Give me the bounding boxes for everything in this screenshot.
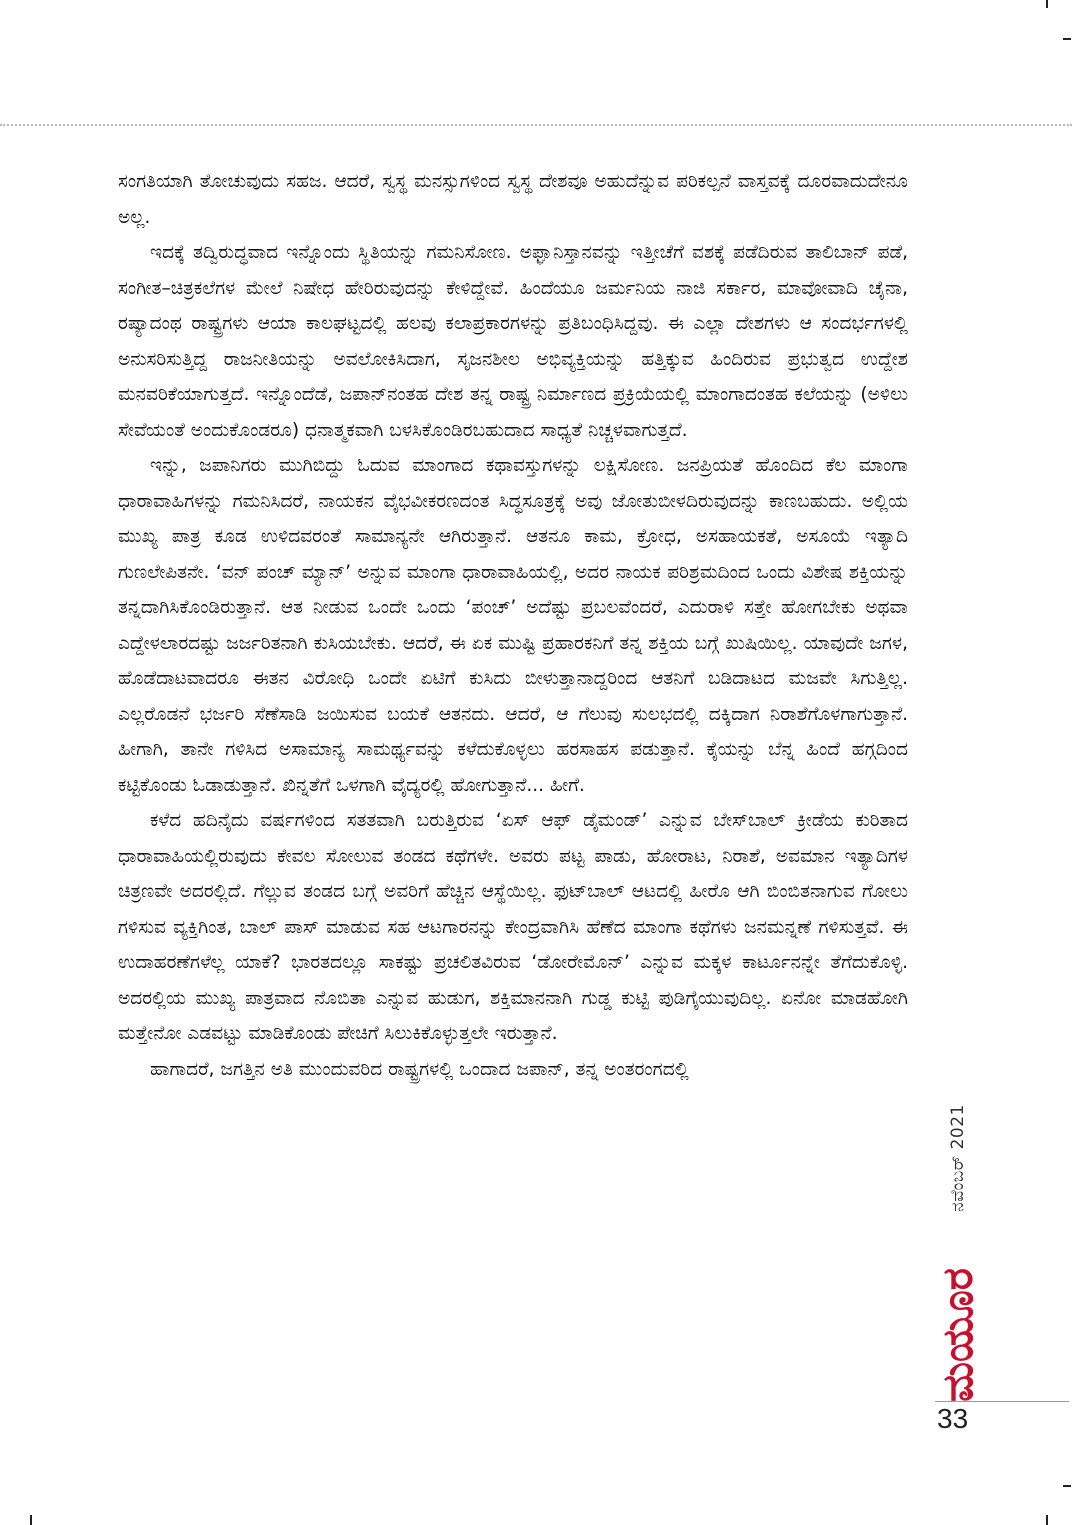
article-paragraph: ಇನ್ನು, ಜಪಾನಿಗರು ಮುಗಿಬಿದ್ದು ಓದುವ ಮಾಂಗಾದ ಕಥಾವಸ್ತುಗಳನ್ನು ಲಕ್ಷಿಸೋಣ. ಜನಪ್ರಿಯತೆ ಹೊಂದಿದ ಕೆಲ ಮಾಂಗಾ ಧಾರಾವಾಹಿಗಳನ್ನು ಗಮನಿಸಿದರೆ, ನಾಯಕನ ವೈಭವೀಕರಣದಂತ ಸಿದ್ಧಸೂತ್ರಕ್ಕೆ ಅವು ಜೋತುಬೀಳದಿರುವುದನ್ನು ಕಾಣಬಹುದು. ಅಲ್ಲಿಯ ಮುಖ್ಯ ಪಾತ್ರ ಕೂಡ ಉಳಿದವರಂತೆ ಸಾಮಾನ್ಯನೇ ಆಗಿರುತ್ತಾನೆ. ಆತನೂ ಕಾಮ, ಕ್ರೋಧ, ಅಸಹಾಯಕತೆ, ಅಸೂಯೆ ಇತ್ಯಾದಿ ಗುಣಲೇಪಿತನೇ. ‘ವನ್ ಪಂಚ್ ಮ್ಯಾನ್’ ಅನ್ನುವ ಮಾಂಗಾ ಧಾರಾವಾಹಿಯಲ್ಲಿ, ಅದರ ನಾಯಕ ಪರಿಶ್ರಮದಿಂದ ಒಂದು ವಿಶೇಷ ಶಕ್ತಿಯನ್ನು ತನ್ನದಾಗಿಸಿಕೊಂಡಿರುತ್ತಾನೆ. ಆತ ನೀಡುವ ಒಂದೇ ಒಂದು ‘ಪಂಚ್’ ಅದೆಷ್ಟು ಪ್ರಬಲವೆಂದರೆ, ಎದುರಾಳಿ ಸತ್ತೇ ಹೋಗಬೇಕು ಅಥವಾ ಎದ್ದೇಳಲಾರದಷ್ಟು ಜರ್ಜರಿತನಾಗಿ ಕುಸಿಯಬೇಕು. ಆದರೆ, ಈ ಏಕ ಮುಷ್ಟಿ ಪ್ರಹಾರಕನಿಗೆ ತನ್ನ ಶಕ್ತಿಯ ಬಗ್ಗೆ ಖುಷಿಯಿಲ್ಲ. ಯಾವುದೇ ಜಗಳ, ಹೊಡೆದಾಟವಾದರೂ ಈತನ ವಿರೋಧಿ ಒಂದೇ ಏಟಿಗೆ ಕುಸಿದು ಬೀಳುತ್ತಾನಾದ್ದರಿಂದ ಆತನಿಗೆ ಬಡಿದಾಟದ ಮಜವೇ ಸಿಗುತ್ತಿಲ್ಲ. ಎಲ್ಲರೊಡನೆ ಭರ್ಜರಿ ಸೆಣೆಸಾಡಿ ಜಯಿಸುವ ಬಯಕೆ ಆತನದು. ಆದರೆ, ಆ ಗೆಲುವು ಸುಲಭದಲ್ಲಿ ದಕ್ಕಿದಾಗ ನಿರಾಶೆಗೊಳಗಾಗುತ್ತಾನೆ. ಹೀಗಾಗಿ, ತಾನೇ ಗಳಿಸಿದ ಅಸಾಮಾನ್ಯ ಸಾಮರ್ಥ್ಯವನ್ನು ಕಳೆದುಕೊಳ್ಳಲು ಹರಸಾಹಸ ಪಡುತ್ತಾನೆ. ಕೈಯನ್ನು ಬೆನ್ನ ಹಿಂದೆ ಹಗ್ಗದಿಂದ ಕಟ್ಟಿಕೊಂಡು ಓಡಾಡುತ್ತಾನೆ. ಖಿನ್ನತೆಗೆ ಒಳಗಾಗಿ ವೈದ್ಯರಲ್ಲಿ ಹೋಗುತ್ತಾನೆ... ಹೀಗೆ. — [118, 455, 908, 796]
article-paragraph: ಹಾಗಾದರೆ, ಜಗತ್ತಿನ ಅತಿ ಮುಂದುವರಿದ ರಾಷ್ಟ್ರಗಳಲ್ಲಿ ಒಂದಾದ ಜಪಾನ್, ತನ್ನ ಅಂತರಂಗದಲ್ಲಿ — [150, 1058, 689, 1080]
crop-mark — [1063, 38, 1071, 40]
page-number: 33 — [937, 1403, 969, 1434]
header-dotted-divider — [0, 124, 1072, 126]
crop-mark — [1046, 0, 1048, 8]
crop-mark — [30, 1515, 32, 1525]
magazine-logo: ಮಯೂರ — [933, 1268, 982, 1402]
article-paragraph: ಇದಕ್ಕೆ ತದ್ವಿರುದ್ಧವಾದ ಇನ್ನೊಂದು ಸ್ಥಿತಿಯನ್ನು ಗಮನಿಸೋಣ. ಅಫ್ಘಾನಿಸ್ತಾನವನ್ನು ಇತ್ತೀಚೆಗೆ ವಶಕ್ಕೆ ಪಡೆದಿರುವ ತಾಲಿಬಾನ್ ಪಡೆ, ಸಂಗೀತ–ಚಿತ್ರಕಲೆಗಳ ಮೇಲೆ ನಿಷೇಧ ಹೇರಿರುವುದನ್ನು ಕೇಳಿದ್ದೇವೆ. ಹಿಂದೆಯೂ ಜರ್ಮನಿಯ ನಾಜಿ ಸರ್ಕಾರ, ಮಾವೋವಾದಿ ಚೈನಾ, ರಷ್ಯಾದಂಥ ರಾಷ್ಟ್ರಗಳು ಆಯಾ ಕಾಲಘಟ್ಟದಲ್ಲಿ ಹಲವು ಕಲಾಪ್ರಕಾರಗಳನ್ನು ಪ್ರತಿಬಂಧಿಸಿದ್ದವು. ಈ ಎಲ್ಲಾ ದೇಶಗಳು ಆ ಸಂದರ್ಭಗಳಲ್ಲಿ ಅನುಸರಿಸುತ್ತಿದ್ದ ರಾಜನೀತಿಯನ್ನು ಅವಲೋಕಿಸಿದಾಗ, ಸೃಜನಶೀಲ ಅಭಿವ್ಯಕ್ತಿಯನ್ನು ಹತ್ತಿಕ್ಕುವ ಹಿಂದಿರುವ ಪ್ರಭುತ್ವದ ಉದ್ದೇಶ ಮನವರಿಕೆಯಾಗುತ್ತದೆ. ಇನ್ನೊಂದೆಡೆ, ಜಪಾನ್‌ನಂತಹ ದೇಶ ತನ್ನ ರಾಷ್ಟ್ರ ನಿರ್ಮಾಣದ ಪ್ರಕ್ರಿಯೆಯಲ್ಲಿ ಮಾಂಗಾದಂತಹ ಕಲೆಯನ್ನು (ಅಳಿಲು ಸೇವೆಯಂತೆ ಅಂದುಕೊಂಡರೂ) ಧನಾತ್ಮಕವಾಗಿ ಬಳಸಿಕೊಂಡಿರಬಹುದಾದ ಸಾಧ್ಯತೆ ನಿಚ್ಚಳವಾಗುತ್ತದೆ. — [118, 242, 908, 441]
article-body — [118, 164, 908, 1087]
crop-mark — [1046, 1515, 1048, 1525]
crop-mark — [1063, 1485, 1071, 1487]
footer-divider — [935, 1401, 1069, 1402]
issue-date: ನವೆಂಬರ್ 2021 — [948, 1104, 968, 1212]
article-paragraph: ಕಳೆದ ಹದಿನೈದು ವರ್ಷಗಳಿಂದ ಸತತವಾಗಿ ಬರುತ್ತಿರುವ ‘ಏಸ್ ಆಫ್ ಡೈಮಂಡ್’ ಎನ್ನುವ ಬೇಸ್‌ಬಾಲ್ ಕ್ರೀಡೆಯ ಕುರಿತಾದ ಧಾರಾವಾಹಿಯಲ್ಲಿರುವುದು ಕೇವಲ ಸೋಲುವ ತಂಡದ ಕಥೆಗಳೇ. ಅವರು ಪಟ್ಟ ಪಾಡು, ಹೋರಾಟ, ನಿರಾಶೆ, ಅವಮಾನ ಇತ್ಯಾದಿಗಳ ಚಿತ್ರಣವೇ ಅದರಲ್ಲಿದೆ. ಗೆಲ್ಲುವ ತಂಡದ ಬಗ್ಗೆ ಅವರಿಗೆ ಹೆಚ್ಚಿನ ಆಸ್ಥೆಯಿಲ್ಲ. ಫುಟ್‌ಬಾಲ್ ಆಟದಲ್ಲಿ ಹೀರೊ ಆಗಿ ಬಿಂಬಿತನಾಗುವ ಗೋಲು ಗಳಿಸುವ ವ್ಯಕ್ತಿಗಿಂತ, ಬಾಲ್ ಪಾಸ್ ಮಾಡುವ ಸಹ ಆಟಗಾರನನ್ನು ಕೇಂದ್ರವಾಗಿಸಿ ಹೆಣೆದ ಮಾಂಗಾ ಕಥೆಗಳು ಜನಮನ್ನಣೆ ಗಳಿಸುತ್ತವೆ. ಈ ಉದಾಹರಣೆಗಳೆಲ್ಲ ಯಾಕೆ? ಭಾರತದಲ್ಲೂ ಸಾಕಷ್ಟು ಪ್ರಚಲಿತವಿರುವ ‘ಡೋರೇಮೊನ್’ ಎನ್ನುವ ಮಕ್ಕಳ ಕಾರ್ಟೂನನ್ನೇ ತೆಗೆದುಕೊಳ್ಳಿ. ಅದರಲ್ಲಿಯ ಮುಖ್ಯ ಪಾತ್ರವಾದ ನೊಬಿತಾ ಎನ್ನುವ ಹುಡುಗ, ಶಕ್ತಿಮಾನನಾಗಿ ಗುಡ್ಡ ಕುಟ್ಟಿ ಪುಡಿಗೈಯುವುದಿಲ್ಲ. ಏನೋ ಮಾಡಹೋಗಿ ಮತ್ತೇನೋ ಎಡವಟ್ಟು ಮಾಡಿಕೊಂಡು ಪೇಚಿಗೆ ಸಿಲುಕಿಕೊಳ್ಳುತ್ತಲೇ ಇರುತ್ತಾನೆ. — [118, 810, 908, 1044]
article-paragraph: ಸಂಗತಿಯಾಗಿ ತೋಚುವುದು ಸಹಜ. ಆದರೆ, ಸ್ವಸ್ಥ ಮನಸ್ಸುಗಳಿಂದ ಸ್ವಸ್ಥ ದೇಶವೂ ಅಹುದೆನ್ನುವ ಪರಿಕಲ್ಪನೆ ವಾಸ್ತವಕ್ಕೆ ದೂರವಾದುದೇನೂ ಅಲ್ಲ. — [118, 171, 908, 228]
